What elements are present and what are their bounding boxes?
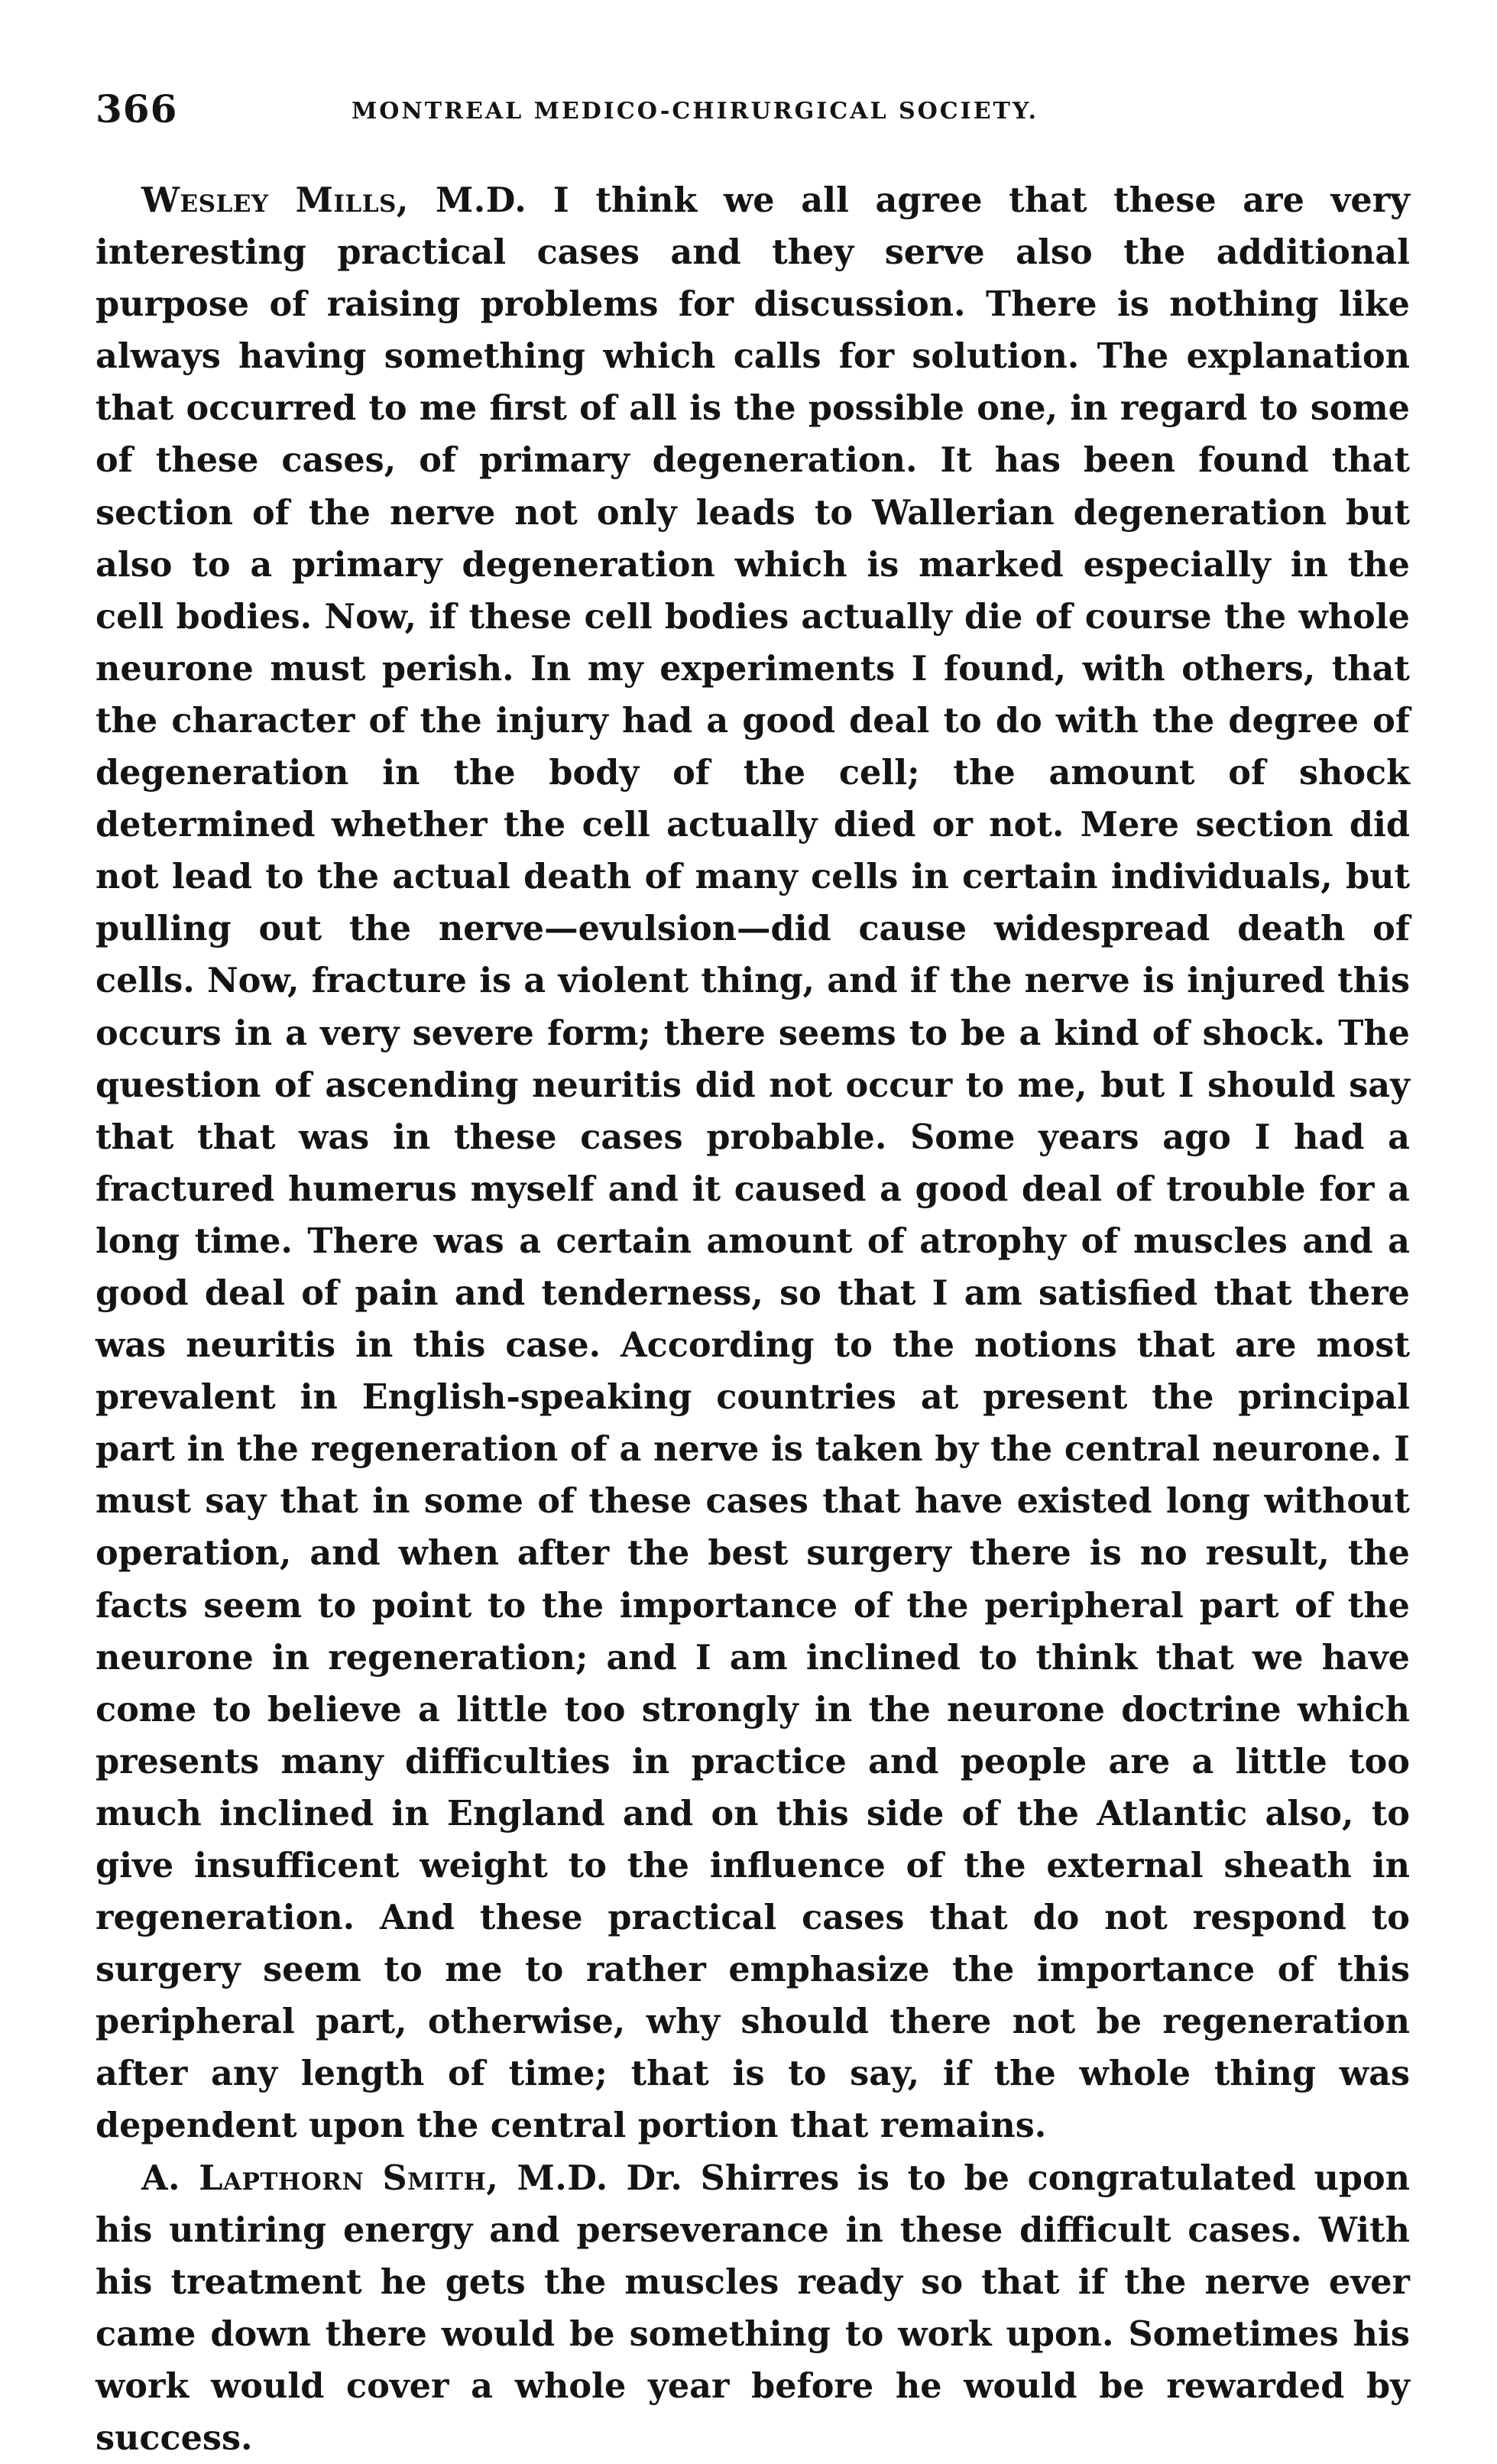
body-text bbox=[96, 174, 1410, 2464]
page-number: 366 bbox=[96, 86, 178, 131]
paragraph-wesley-mills bbox=[96, 174, 1410, 2152]
paragraph-text: Dr. Shirres is to be congratulated upon his untiring energy and perseverance in these difficult cases. With his treatment he gets the muscles ready so that if the nerve ever came down there would be something to work upon. Sometimes his work would cover a whole year before he would be rewarded by success. bbox=[96, 2158, 1410, 2459]
speaker-name: Wesley Mills, M.D. bbox=[141, 180, 527, 220]
paragraph-text: I think we all agree that these are very interesting practical cases and they serve also the additional purpose of raising problems for discussion. There is nothing like always having something which calls for solution. The explanation that occurred to me first of all is the possible one, in regard to some of these cases, of primary degeneration. It has been found that section of the nerve not only leads to Wallerian degeneration but also to a primary degeneration which is marked especially in the cell bodies. Now, if these cell bodies actually die of course the whole neurone must perish. In my experiments I found, with others, that the character of the injury had a good deal to do with the degree of degeneration in the body of the cell; the amount of shock determined whether the cell actually died or not. Mere section did not lead to the actual death of many cells in certain individuals, but pulling out the nerve—evulsion—did cause widespread death of cells. Now, fracture is a violent thing, and if the nerve is injured this occurs in a very severe form; there seems to be a kind of shock. The question of ascending neuritis did not occur to me, but I should say that that was in these cases probable. Some years ago I had a fractured humerus myself and it caused a good deal of trouble for a long time. There was a certain amount of atrophy of muscles and a good deal of pain and tenderness, so that I am satisfied that there was neuritis in this case. According to the notions that are most prevalent in English-speaking countries at present the principal part in the regeneration of a nerve is taken by the central neurone. I must say that in some of these cases that have existed long without operation, and when after the best surgery there is no result, the facts seem to point to the importance of the peripheral part of the neurone in regeneration; and I am inclined to think that we have come to believe a little too strongly in the neurone doctrine which presents many difficulties in practice and people are a little too much inclined in England and on this side of the Atlantic also, to give insufficent weight to the influence of the external sheath in regeneration. And these practical cases that do not respond to surgery seem to me to rather emphasize the importance of this peripheral part, otherwise, why should there not be regeneration after any length of time; that is to say, if the whole thing was dependent upon the central portion that remains. bbox=[96, 180, 1411, 2146]
page-header bbox=[96, 83, 1410, 136]
running-head: MONTREAL MEDICO-CHIRURGICAL SOCIETY. bbox=[352, 98, 1039, 125]
speaker-name: A. Lapthorn Smith, M.D. bbox=[141, 2158, 608, 2198]
paragraph-lapthorn-smith bbox=[96, 2152, 1410, 2464]
